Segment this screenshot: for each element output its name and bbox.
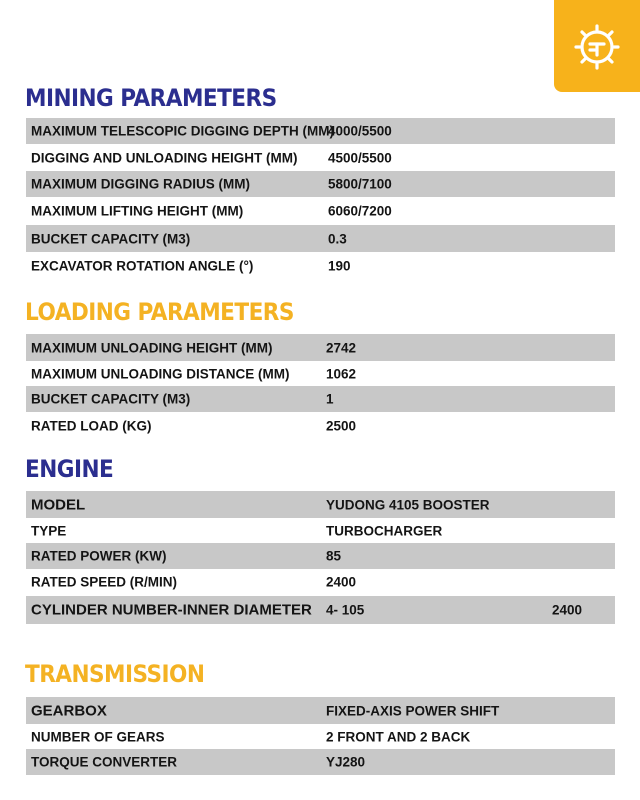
table-row xyxy=(26,518,615,543)
row-extra-value: 2400 xyxy=(552,602,583,618)
table-row xyxy=(26,144,615,171)
row-value: TURBOCHARGER xyxy=(326,523,443,538)
row-label: BUCKET CAPACITY (M3) xyxy=(31,391,191,407)
row-value: 2742 xyxy=(326,340,357,355)
section-title-engine: ENGINE xyxy=(25,455,114,483)
table-row xyxy=(26,596,615,624)
row-value: YUDONG 4105 BOOSTER xyxy=(326,497,490,512)
section-title-mining: MINING PARAMETERS xyxy=(25,84,277,112)
row-label: EXCAVATOR ROTATION ANGLE (°) xyxy=(31,258,254,273)
row-value: 0.3 xyxy=(328,231,347,246)
table-row xyxy=(26,252,615,279)
corner-badge xyxy=(554,0,640,92)
row-label: MODEL xyxy=(31,496,86,513)
section-title-loading: LOADING PARAMETERS xyxy=(25,298,294,326)
section-title-transmission: TRANSMISSION xyxy=(25,660,205,688)
row-value: 4500/5500 xyxy=(328,150,392,165)
table-row xyxy=(26,491,615,518)
row-label: MAXIMUM TELESCOPIC DIGGING DEPTH (MM) xyxy=(31,123,334,139)
row-label: NUMBER OF GEARS xyxy=(31,729,165,744)
row-value: 2 FRONT AND 2 BACK xyxy=(326,729,471,744)
row-label: MAXIMUM UNLOADING HEIGHT (MM) xyxy=(31,340,273,355)
row-value: YJ280 xyxy=(326,754,366,770)
row-label: TORQUE CONVERTER xyxy=(31,754,178,770)
table-row xyxy=(26,724,615,749)
row-value: 1 xyxy=(326,391,334,407)
table-row xyxy=(26,412,615,439)
row-label: CYLINDER NUMBER-INNER DIAMETER xyxy=(31,601,312,619)
table-row xyxy=(26,361,615,386)
row-label: TYPE xyxy=(31,523,67,538)
row-value: 4000/5500 xyxy=(328,123,392,139)
row-value: 4- 105 xyxy=(326,602,365,618)
row-label: MAXIMUM LIFTING HEIGHT (MM) xyxy=(31,203,244,218)
table-row xyxy=(26,334,615,361)
table-row xyxy=(26,171,615,197)
row-label: BUCKET CAPACITY (M3) xyxy=(31,231,191,246)
table-row xyxy=(26,118,615,144)
row-value: FIXED-AXIS POWER SHIFT xyxy=(326,703,500,718)
table-row xyxy=(26,225,615,252)
row-value: 2500 xyxy=(326,418,357,433)
table-row xyxy=(26,697,615,724)
row-label: DIGGING AND UNLOADING HEIGHT (MM) xyxy=(31,150,298,165)
row-value: 1062 xyxy=(326,366,357,381)
row-label: MAXIMUM DIGGING RADIUS (MM) xyxy=(31,176,250,192)
row-label: RATED POWER (KW) xyxy=(31,548,167,564)
row-label: RATED SPEED (R/MIN) xyxy=(31,574,178,590)
row-value: 5800/7100 xyxy=(328,176,392,192)
table-row xyxy=(26,386,615,412)
row-value: 190 xyxy=(328,258,351,273)
row-label: GEARBOX xyxy=(31,702,107,719)
table-row xyxy=(26,543,615,569)
table-row xyxy=(26,569,615,595)
gear-icon xyxy=(570,22,624,72)
table-row xyxy=(26,749,615,775)
row-value: 2400 xyxy=(326,574,357,590)
row-label: MAXIMUM UNLOADING DISTANCE (MM) xyxy=(31,366,290,381)
row-label: RATED LOAD (KG) xyxy=(31,418,152,433)
row-value: 85 xyxy=(326,548,342,564)
row-value: 6060/7200 xyxy=(328,203,392,218)
table-row xyxy=(26,197,615,224)
